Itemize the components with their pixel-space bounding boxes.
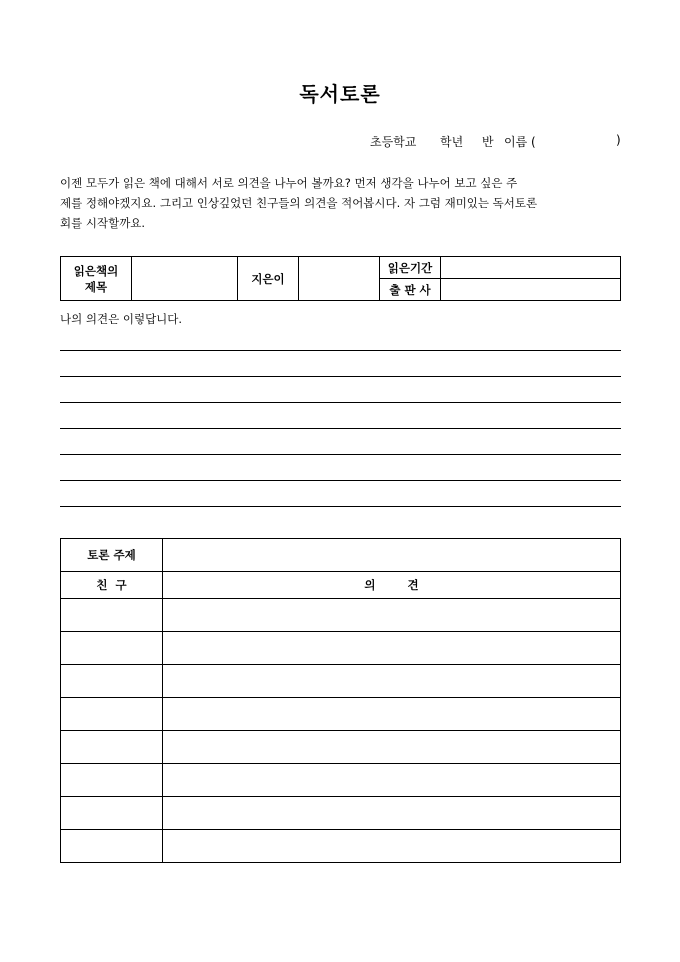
page-title: 독서토론 <box>299 82 381 106</box>
opinion-cell[interactable] <box>163 599 621 632</box>
table-row <box>61 797 621 830</box>
writing-line[interactable] <box>60 454 621 480</box>
name-close: ) <box>616 133 621 147</box>
opinion-cell[interactable] <box>163 797 621 830</box>
table-row <box>61 665 621 698</box>
publisher-label: 출 판 사 <box>380 279 441 301</box>
book-info-table <box>60 256 621 301</box>
writing-line[interactable] <box>60 376 621 402</box>
opinion-header: 의 견 <box>163 572 621 599</box>
topic-label: 토론 주제 <box>61 539 163 572</box>
book-title-label-line-1: 읽은책의 <box>73 263 119 278</box>
publisher-field[interactable] <box>441 279 621 301</box>
grade-label: 학년 <box>440 135 464 149</box>
class-label: 반 <box>482 135 494 149</box>
book-title-label <box>61 257 132 301</box>
book-title-field[interactable] <box>132 257 238 301</box>
writing-line[interactable] <box>60 402 621 428</box>
friend-cell[interactable] <box>61 698 163 731</box>
friend-header: 친 구 <box>61 572 163 599</box>
my-opinion-label: 나의 의견은 이렇답니다. <box>60 312 183 326</box>
discussion-table <box>60 538 621 863</box>
friend-cell[interactable] <box>61 665 163 698</box>
table-row <box>61 632 621 665</box>
author-field[interactable] <box>299 257 380 301</box>
opinion-cell[interactable] <box>163 764 621 797</box>
opinion-cell[interactable] <box>163 632 621 665</box>
table-row <box>61 830 621 863</box>
writing-line[interactable] <box>60 506 621 507</box>
reading-period-field[interactable] <box>441 257 621 279</box>
name-label: 이름 ( <box>504 135 536 149</box>
opinion-cell[interactable] <box>163 665 621 698</box>
friend-cell[interactable] <box>61 599 163 632</box>
book-title-label-line-2: 제목 <box>84 279 108 294</box>
topic-field[interactable] <box>163 539 621 572</box>
reading-period-label: 읽은기간 <box>380 257 441 279</box>
friend-cell[interactable] <box>61 632 163 665</box>
school-label: 초등학교 <box>370 135 417 149</box>
friend-cell[interactable] <box>61 830 163 863</box>
friend-cell[interactable] <box>61 764 163 797</box>
intro-text <box>60 173 622 233</box>
intro-line-2: 제를 정해야겠지요. 그리고 인상깊었던 친구들의 의견을 적어봅시다. 자 그럼 재미있는 독서토론 <box>60 196 538 210</box>
intro-line-3: 회를 시작할까요. <box>60 216 146 230</box>
friend-cell[interactable] <box>61 731 163 764</box>
opinion-cell[interactable] <box>163 830 621 863</box>
author-label: 지은이 <box>238 257 299 301</box>
friend-cell[interactable] <box>61 797 163 830</box>
opinion-cell[interactable] <box>163 731 621 764</box>
writing-line[interactable] <box>60 428 621 454</box>
intro-line-1: 이젠 모두가 읽은 책에 대해서 서로 의견을 나누어 볼까요? 먼저 생각을 나누어 보고 싶은 주 <box>60 176 518 190</box>
opinion-writing-lines[interactable] <box>60 350 621 507</box>
table-row <box>61 731 621 764</box>
table-row <box>61 698 621 731</box>
opinion-cell[interactable] <box>163 698 621 731</box>
table-row <box>61 599 621 632</box>
table-row <box>61 764 621 797</box>
writing-line[interactable] <box>60 480 621 506</box>
writing-line[interactable] <box>60 350 621 376</box>
